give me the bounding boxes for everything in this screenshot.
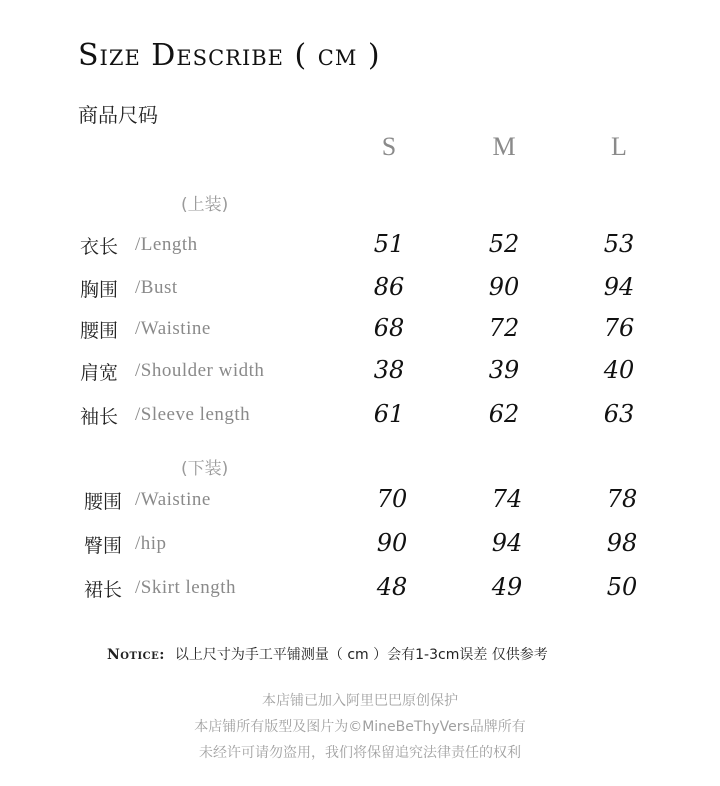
- value-m: 49: [491, 573, 523, 601]
- size-row: [0, 531, 720, 561]
- row-label-en: /Length: [135, 234, 198, 255]
- value-s: 48: [376, 573, 408, 601]
- row-label-en: /Shoulder width: [135, 360, 265, 381]
- value-l: 63: [603, 400, 635, 428]
- value-m: 52: [488, 230, 520, 258]
- row-label-zh: 肩宽: [80, 362, 119, 384]
- footer-line: 本店铺所有版型及图片为©MineBeThyVers品牌所有: [194, 719, 526, 735]
- row-label-zh: 胸围: [80, 279, 119, 301]
- value-m: 74: [491, 485, 523, 513]
- value-l: 76: [603, 314, 635, 342]
- value-s: 70: [376, 485, 408, 513]
- footer-line: 本店铺已加入阿里巴巴原创保护: [262, 693, 458, 709]
- value-m: 72: [488, 314, 520, 342]
- section-top-label: (上装): [181, 195, 229, 215]
- size-row: [0, 358, 720, 388]
- row-label-zh: 腰围: [80, 320, 119, 342]
- value-l: 78: [606, 485, 638, 513]
- notice-label: Notice:: [107, 647, 165, 663]
- notice-text: 以上尺寸为手工平铺测量（ cm ）会有1-3cm误差 仅供参考: [174, 647, 548, 663]
- row-label-zh: 袖长: [80, 406, 119, 428]
- value-l: 40: [603, 356, 635, 384]
- value-l: 50: [606, 573, 638, 601]
- value-m: 62: [488, 400, 520, 428]
- size-row: [0, 402, 720, 432]
- value-s: 38: [373, 356, 405, 384]
- value-s: 51: [373, 230, 405, 258]
- size-row: [0, 487, 720, 517]
- size-row: [0, 232, 720, 262]
- value-l: 53: [603, 230, 635, 258]
- footer-line: 未经许可请勿盗用，我们将保留追究法律责任的权利: [199, 745, 521, 761]
- row-label-en: /Waistine: [135, 489, 211, 510]
- value-s: 90: [376, 529, 408, 557]
- row-label-zh: 臀围: [84, 535, 123, 557]
- page-title: Size Describe ( cm ): [78, 38, 381, 73]
- row-label-zh: 裙长: [84, 579, 123, 601]
- value-l: 98: [606, 529, 638, 557]
- value-m: 94: [491, 529, 523, 557]
- value-s: 68: [373, 314, 405, 342]
- size-header-s: S: [381, 132, 397, 161]
- row-label-en: /hip: [135, 533, 167, 554]
- size-header-m: M: [492, 132, 516, 161]
- section-bottom-label: (下装): [181, 459, 229, 479]
- size-header-l: L: [611, 132, 627, 161]
- value-s: 61: [373, 400, 405, 428]
- page-subtitle: 商品尺码: [78, 103, 158, 127]
- row-label-zh: 腰围: [84, 491, 123, 513]
- size-row: [0, 575, 720, 605]
- notice: [107, 644, 548, 664]
- value-s: 86: [373, 273, 405, 301]
- row-label-en: /Skirt length: [135, 577, 236, 598]
- value-l: 94: [603, 273, 635, 301]
- row-label-en: /Waistine: [135, 318, 211, 339]
- size-row: [0, 275, 720, 305]
- size-row: [0, 316, 720, 346]
- value-m: 39: [488, 356, 520, 384]
- row-label-en: /Bust: [135, 277, 178, 298]
- row-label-en: /Sleeve length: [135, 404, 251, 425]
- row-label-zh: 衣长: [80, 236, 119, 258]
- value-m: 90: [488, 273, 520, 301]
